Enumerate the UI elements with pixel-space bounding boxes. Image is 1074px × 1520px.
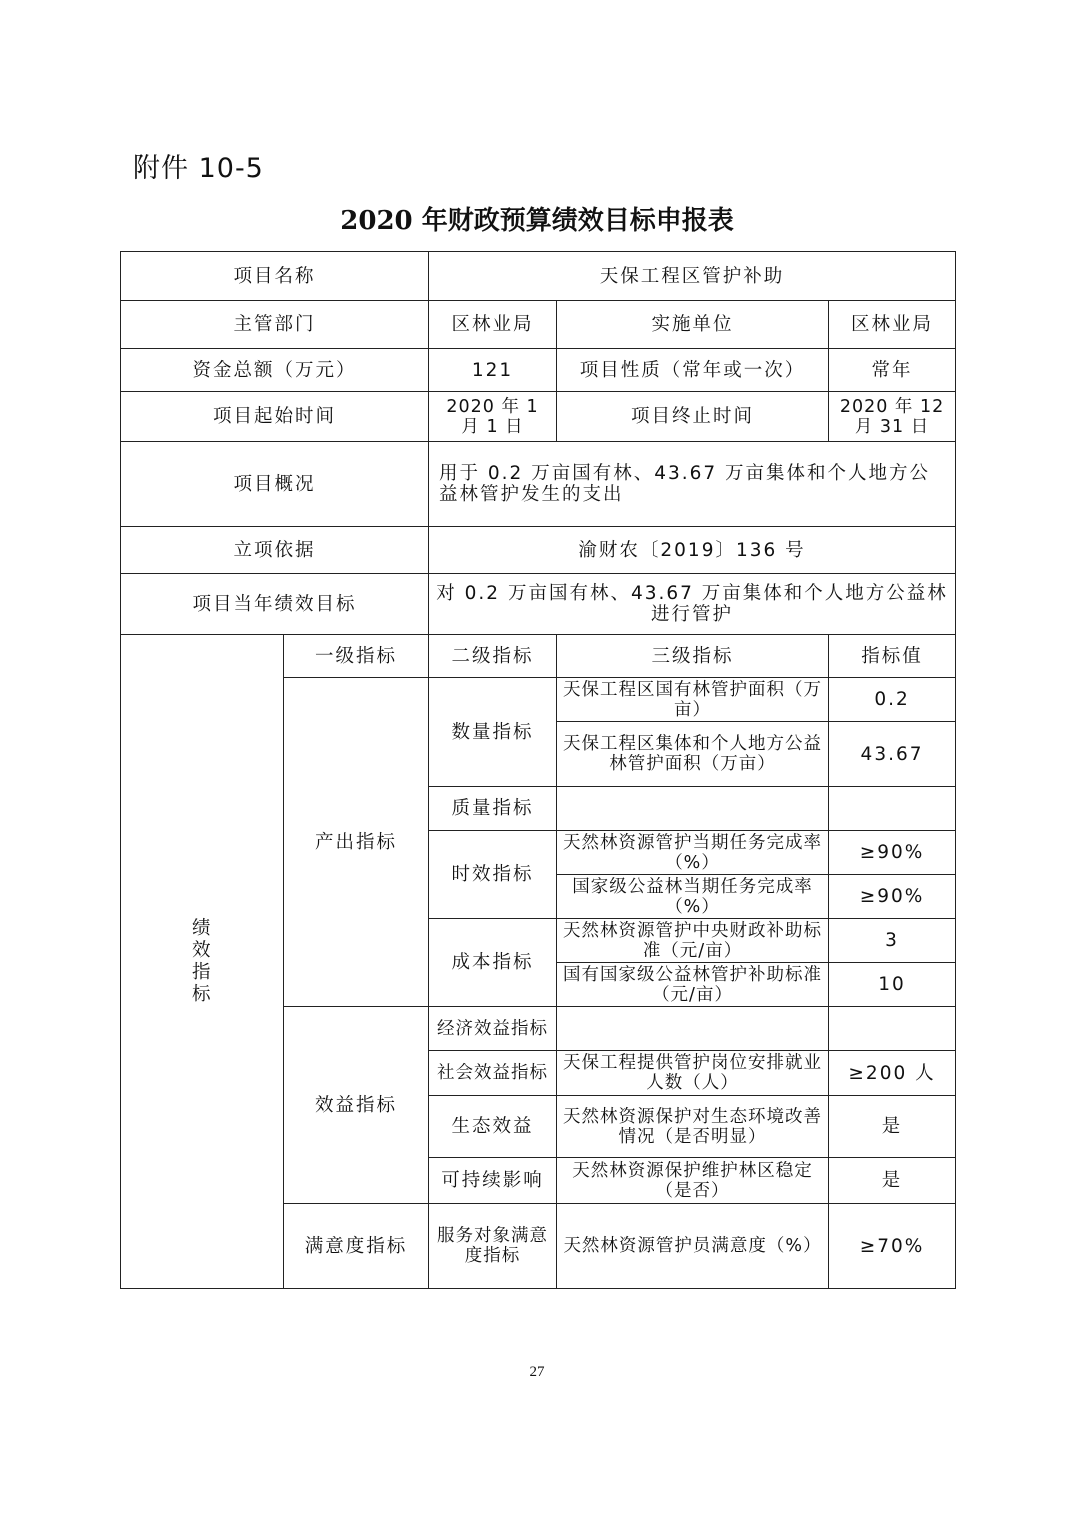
impl-unit-value: 区林业局	[829, 301, 956, 349]
attachment-label: 附件 10-5	[133, 153, 264, 184]
output-indicator-label: 产出指标	[284, 678, 429, 1007]
indicator-name: 国有国家级公益林管护补助标准（元/亩）	[557, 963, 829, 1007]
indicator-name: 天保工程区集体和个人地方公益林管护面积（万亩）	[557, 722, 829, 787]
project-name-label: 项目名称	[121, 252, 429, 301]
indicator-name	[557, 1007, 829, 1051]
end-value: 2020 年 12 月 31 日	[829, 392, 956, 442]
header-level3: 三级指标	[557, 635, 829, 678]
benefit-indicator-label: 效益指标	[284, 1007, 429, 1204]
indicator-value	[829, 787, 956, 831]
nature-label: 项目性质（常年或一次）	[557, 349, 829, 392]
social-indicator-label: 社会效益指标	[429, 1051, 557, 1096]
indicator-value: 3	[829, 919, 956, 963]
timeliness-indicator-label: 时效指标	[429, 831, 557, 919]
indicator-name: 天然林资源保护对生态环境改善情况（是否明显）	[557, 1096, 829, 1158]
header-level2: 二级指标	[429, 635, 557, 678]
fund-value: 121	[429, 349, 557, 392]
indicator-name: 国家级公益林当期任务完成率（%）	[557, 875, 829, 919]
satisfaction-indicator-label: 满意度指标	[284, 1204, 429, 1289]
indicator-name: 天然林资源保护维护林区稳定（是否）	[557, 1158, 829, 1204]
basis-value: 渝财农〔2019〕136 号	[429, 527, 956, 574]
indicator-name	[557, 787, 829, 831]
indicator-value: ≥90%	[829, 875, 956, 919]
indicator-value: 43.67	[829, 722, 956, 787]
nature-value: 常年	[829, 349, 956, 392]
impl-unit-label: 实施单位	[557, 301, 829, 349]
indicator-name: 天然林资源管护员满意度（%）	[557, 1204, 829, 1289]
basis-label: 立项依据	[121, 527, 429, 574]
indicator-value: 0.2	[829, 678, 956, 722]
project-name-value: 天保工程区管护补助	[429, 252, 956, 301]
sustainability-indicator-label: 可持续影响	[429, 1158, 557, 1204]
indicator-value: ≥90%	[829, 831, 956, 875]
end-label: 项目终止时间	[557, 392, 829, 442]
header-value: 指标值	[829, 635, 956, 678]
indicator-value	[829, 1007, 956, 1051]
fund-label: 资金总额（万元）	[121, 349, 429, 392]
page-number: 27	[529, 1364, 545, 1380]
start-label: 项目起始时间	[121, 392, 429, 442]
indicator-name: 天然林资源管护中央财政补助标准（元/亩）	[557, 919, 829, 963]
indicator-name: 天保工程提供管护岗位安排就业人数（人）	[557, 1051, 829, 1096]
ecological-indicator-label: 生态效益	[429, 1096, 557, 1158]
goal-label: 项目当年绩效目标	[121, 574, 429, 635]
indicator-value: 是	[829, 1096, 956, 1158]
indicator-name: 天保工程区国有林管护面积（万亩）	[557, 678, 829, 722]
indicator-value: 是	[829, 1158, 956, 1204]
dept-value: 区林业局	[429, 301, 557, 349]
quantity-indicator-label: 数量指标	[429, 678, 557, 787]
overview-label: 项目概况	[121, 442, 429, 527]
service-satisfaction-label: 服务对象满意度指标	[429, 1204, 557, 1289]
indicators-group-label: 绩效指标	[121, 635, 284, 1289]
cost-indicator-label: 成本指标	[429, 919, 557, 1007]
indicator-value: 10	[829, 963, 956, 1007]
header-level1: 一级指标	[284, 635, 429, 678]
overview-value: 用于 0.2 万亩国有林、43.67 万亩集体和个人地方公益林管护发生的支出	[429, 442, 956, 527]
budget-performance-form	[120, 251, 956, 1289]
economic-indicator-label: 经济效益指标	[429, 1007, 557, 1051]
page-title: 2020 年财政预算绩效目标申报表	[340, 206, 734, 236]
indicator-name: 天然林资源管护当期任务完成率（%）	[557, 831, 829, 875]
indicator-value: ≥70%	[829, 1204, 956, 1289]
goal-value: 对 0.2 万亩国有林、43.67 万亩集体和个人地方公益林进行管护	[429, 574, 956, 635]
dept-label: 主管部门	[121, 301, 429, 349]
start-value: 2020 年 1 月 1 日	[429, 392, 557, 442]
indicator-value: ≥200 人	[829, 1051, 956, 1096]
quality-indicator-label: 质量指标	[429, 787, 557, 831]
